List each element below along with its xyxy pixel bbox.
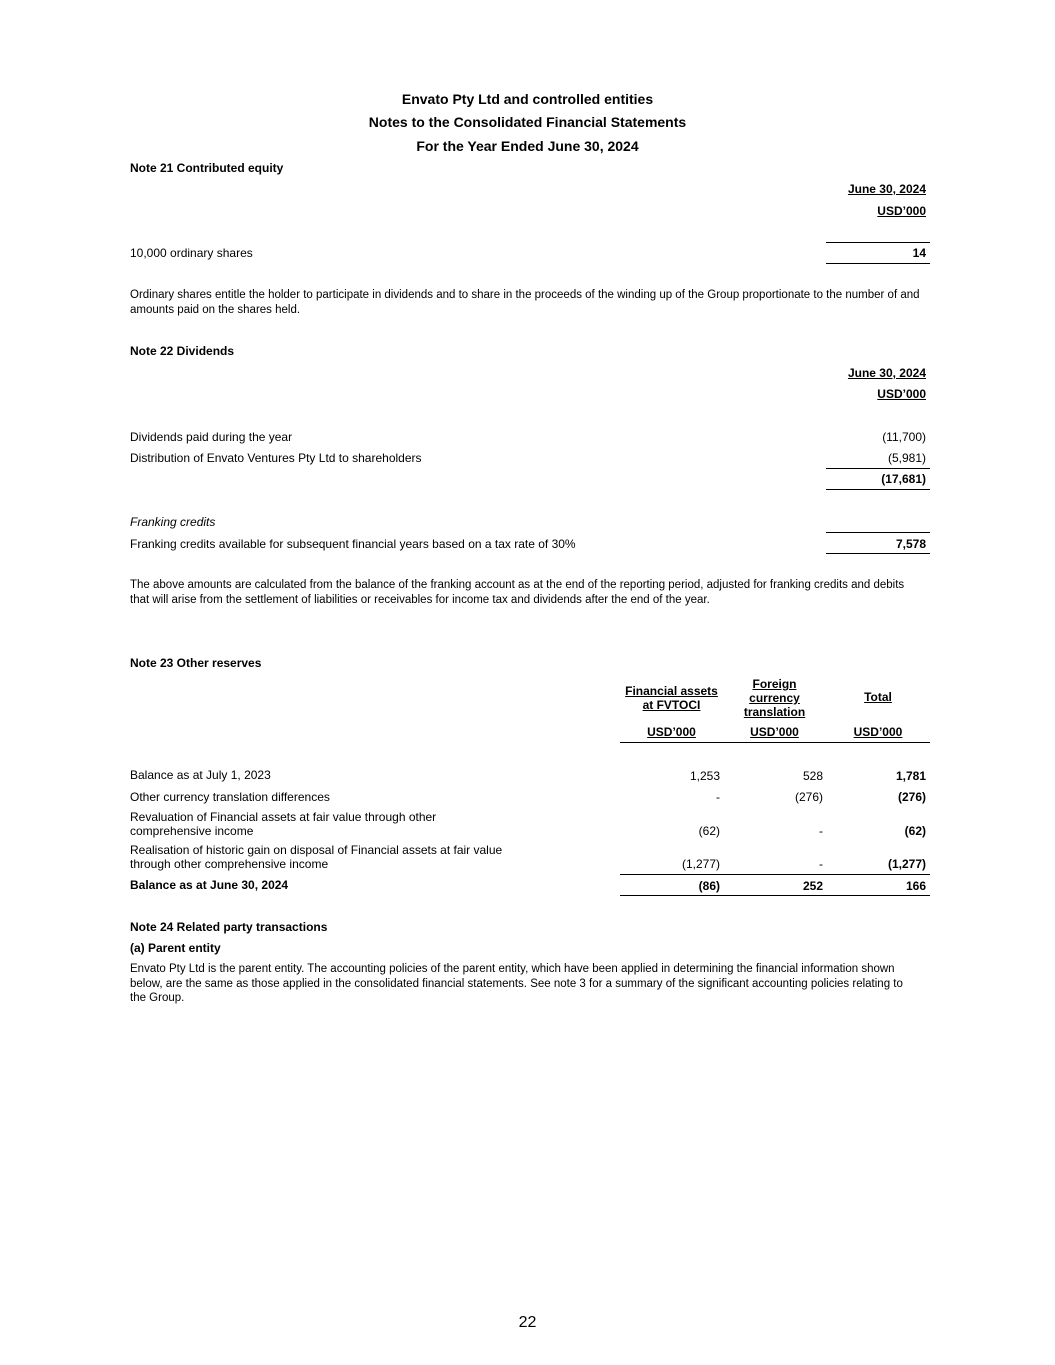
note24-subtitle: (a) Parent entity [130, 941, 221, 955]
note22-rule-total [826, 489, 930, 490]
table-cell: (62) [698, 824, 720, 838]
note22-column-unit: USD’000 [877, 387, 926, 401]
table-row-label: Balance as at July 1, 2023 [130, 768, 271, 782]
column-header-total: Total [864, 690, 892, 704]
note24-title: Note 24 Related party transactions [130, 920, 328, 934]
note21-rule-top [826, 242, 930, 243]
table-cell-total: (62) [904, 824, 926, 838]
note22-row-label: Dividends paid during the year [130, 430, 293, 444]
table-cell: 1,253 [689, 769, 720, 783]
table-row-label: Revaluation of Financial assets at fair value through other [130, 810, 437, 824]
note22-rule-subtotal [826, 468, 930, 469]
note21-row-label: 10,000 ordinary shares [130, 246, 253, 260]
report-entity-title: Envato Pty Ltd and controlled entities [401, 91, 654, 107]
table-cell: - [819, 857, 823, 871]
table-cell: - [819, 824, 823, 838]
column-header-fvtoci: Financial assets at FVTOCI [625, 684, 718, 712]
note22-row-value: (5,981) [887, 451, 926, 465]
note22-paragraph: The above amounts are calculated from the balance of the franking account as at the end of the reporting period, adjusted for franking credits and debits that will arise from the settlement of liabilities or receivables for income tax and dividends after the end of the year. [130, 579, 905, 606]
franking-heading: Franking credits [130, 515, 216, 529]
note22-row-label: Distribution of Envato Ventures Pty Ltd to shareholders [130, 451, 422, 465]
note21-title: Note 21 Contributed equity [130, 161, 284, 175]
table-row-label: Realisation of historic gain on disposal of Financial assets at fair value [130, 843, 503, 857]
note23-closing-rule-top [620, 874, 930, 875]
table-cell-total: (1,277) [887, 857, 926, 871]
table-row-label-continued: through other comprehensive income [130, 857, 329, 871]
closing-balance-fvtoci: (86) [698, 879, 720, 893]
table-cell: - [716, 790, 720, 804]
note22-total: (17,681) [881, 472, 926, 486]
closing-balance-total: 166 [905, 879, 926, 893]
note21-paragraph: Ordinary shares entitle the holder to participate in dividends and to share in the proceeds of the winding up of the Group proportionate to the number of and amounts paid on the shares held. [130, 289, 920, 316]
report-notes-title: Notes to the Consolidated Financial Statements [368, 114, 687, 130]
franking-rule-top [826, 532, 930, 533]
table-cell: 528 [802, 769, 823, 783]
table-row-label: Other currency translation differences [130, 790, 330, 804]
franking-rule-bottom [826, 553, 930, 554]
note21-column-unit: USD’000 [877, 204, 926, 218]
note21-rule-bottom [826, 263, 930, 264]
table-cell: (1,277) [681, 857, 720, 871]
page-number: 22 [518, 1314, 537, 1331]
note22-row-value: (11,700) [882, 430, 926, 444]
table-cell-total: 1,781 [895, 769, 926, 783]
note23-title: Note 23 Other reserves [130, 656, 262, 670]
table-cell: (276) [794, 790, 823, 804]
note22-column-date: June 30, 2024 [847, 366, 926, 380]
report-period-title: For the Year Ended June 30, 2024 [416, 138, 639, 154]
note23-header-rule [620, 742, 930, 743]
column-unit-fvtoci: USD’000 [647, 725, 696, 739]
table-cell-total: (276) [897, 790, 926, 804]
table-row-label-continued: comprehensive income [130, 824, 254, 838]
franking-label: Franking credits available for subsequent financial years based on a tax rate of 30% [130, 537, 576, 551]
franking-value: 7,578 [895, 537, 926, 551]
note22-title: Note 22 Dividends [130, 344, 235, 358]
column-unit-total: USD’000 [853, 725, 903, 739]
note24-paragraph: Envato Pty Ltd is the parent entity. The accounting policies of the parent entity, which have been applied in determining the financial information shown below, are the same as those applied in the consolidated financial statements. See note 3 for a summary of the significant accounting policies relating to the Group. [130, 963, 903, 1004]
column-header-foreign-currency: Foreign currency translation [743, 677, 806, 719]
note21-row-value: 14 [912, 246, 926, 260]
note23-closing-rule-bottom [620, 895, 930, 896]
closing-balance-label: Balance as at June 30, 2024 [130, 878, 289, 892]
note21-column-date: June 30, 2024 [847, 182, 926, 196]
closing-balance-foreign-currency: 252 [802, 879, 823, 893]
column-unit-foreign-currency: USD’000 [750, 725, 799, 739]
